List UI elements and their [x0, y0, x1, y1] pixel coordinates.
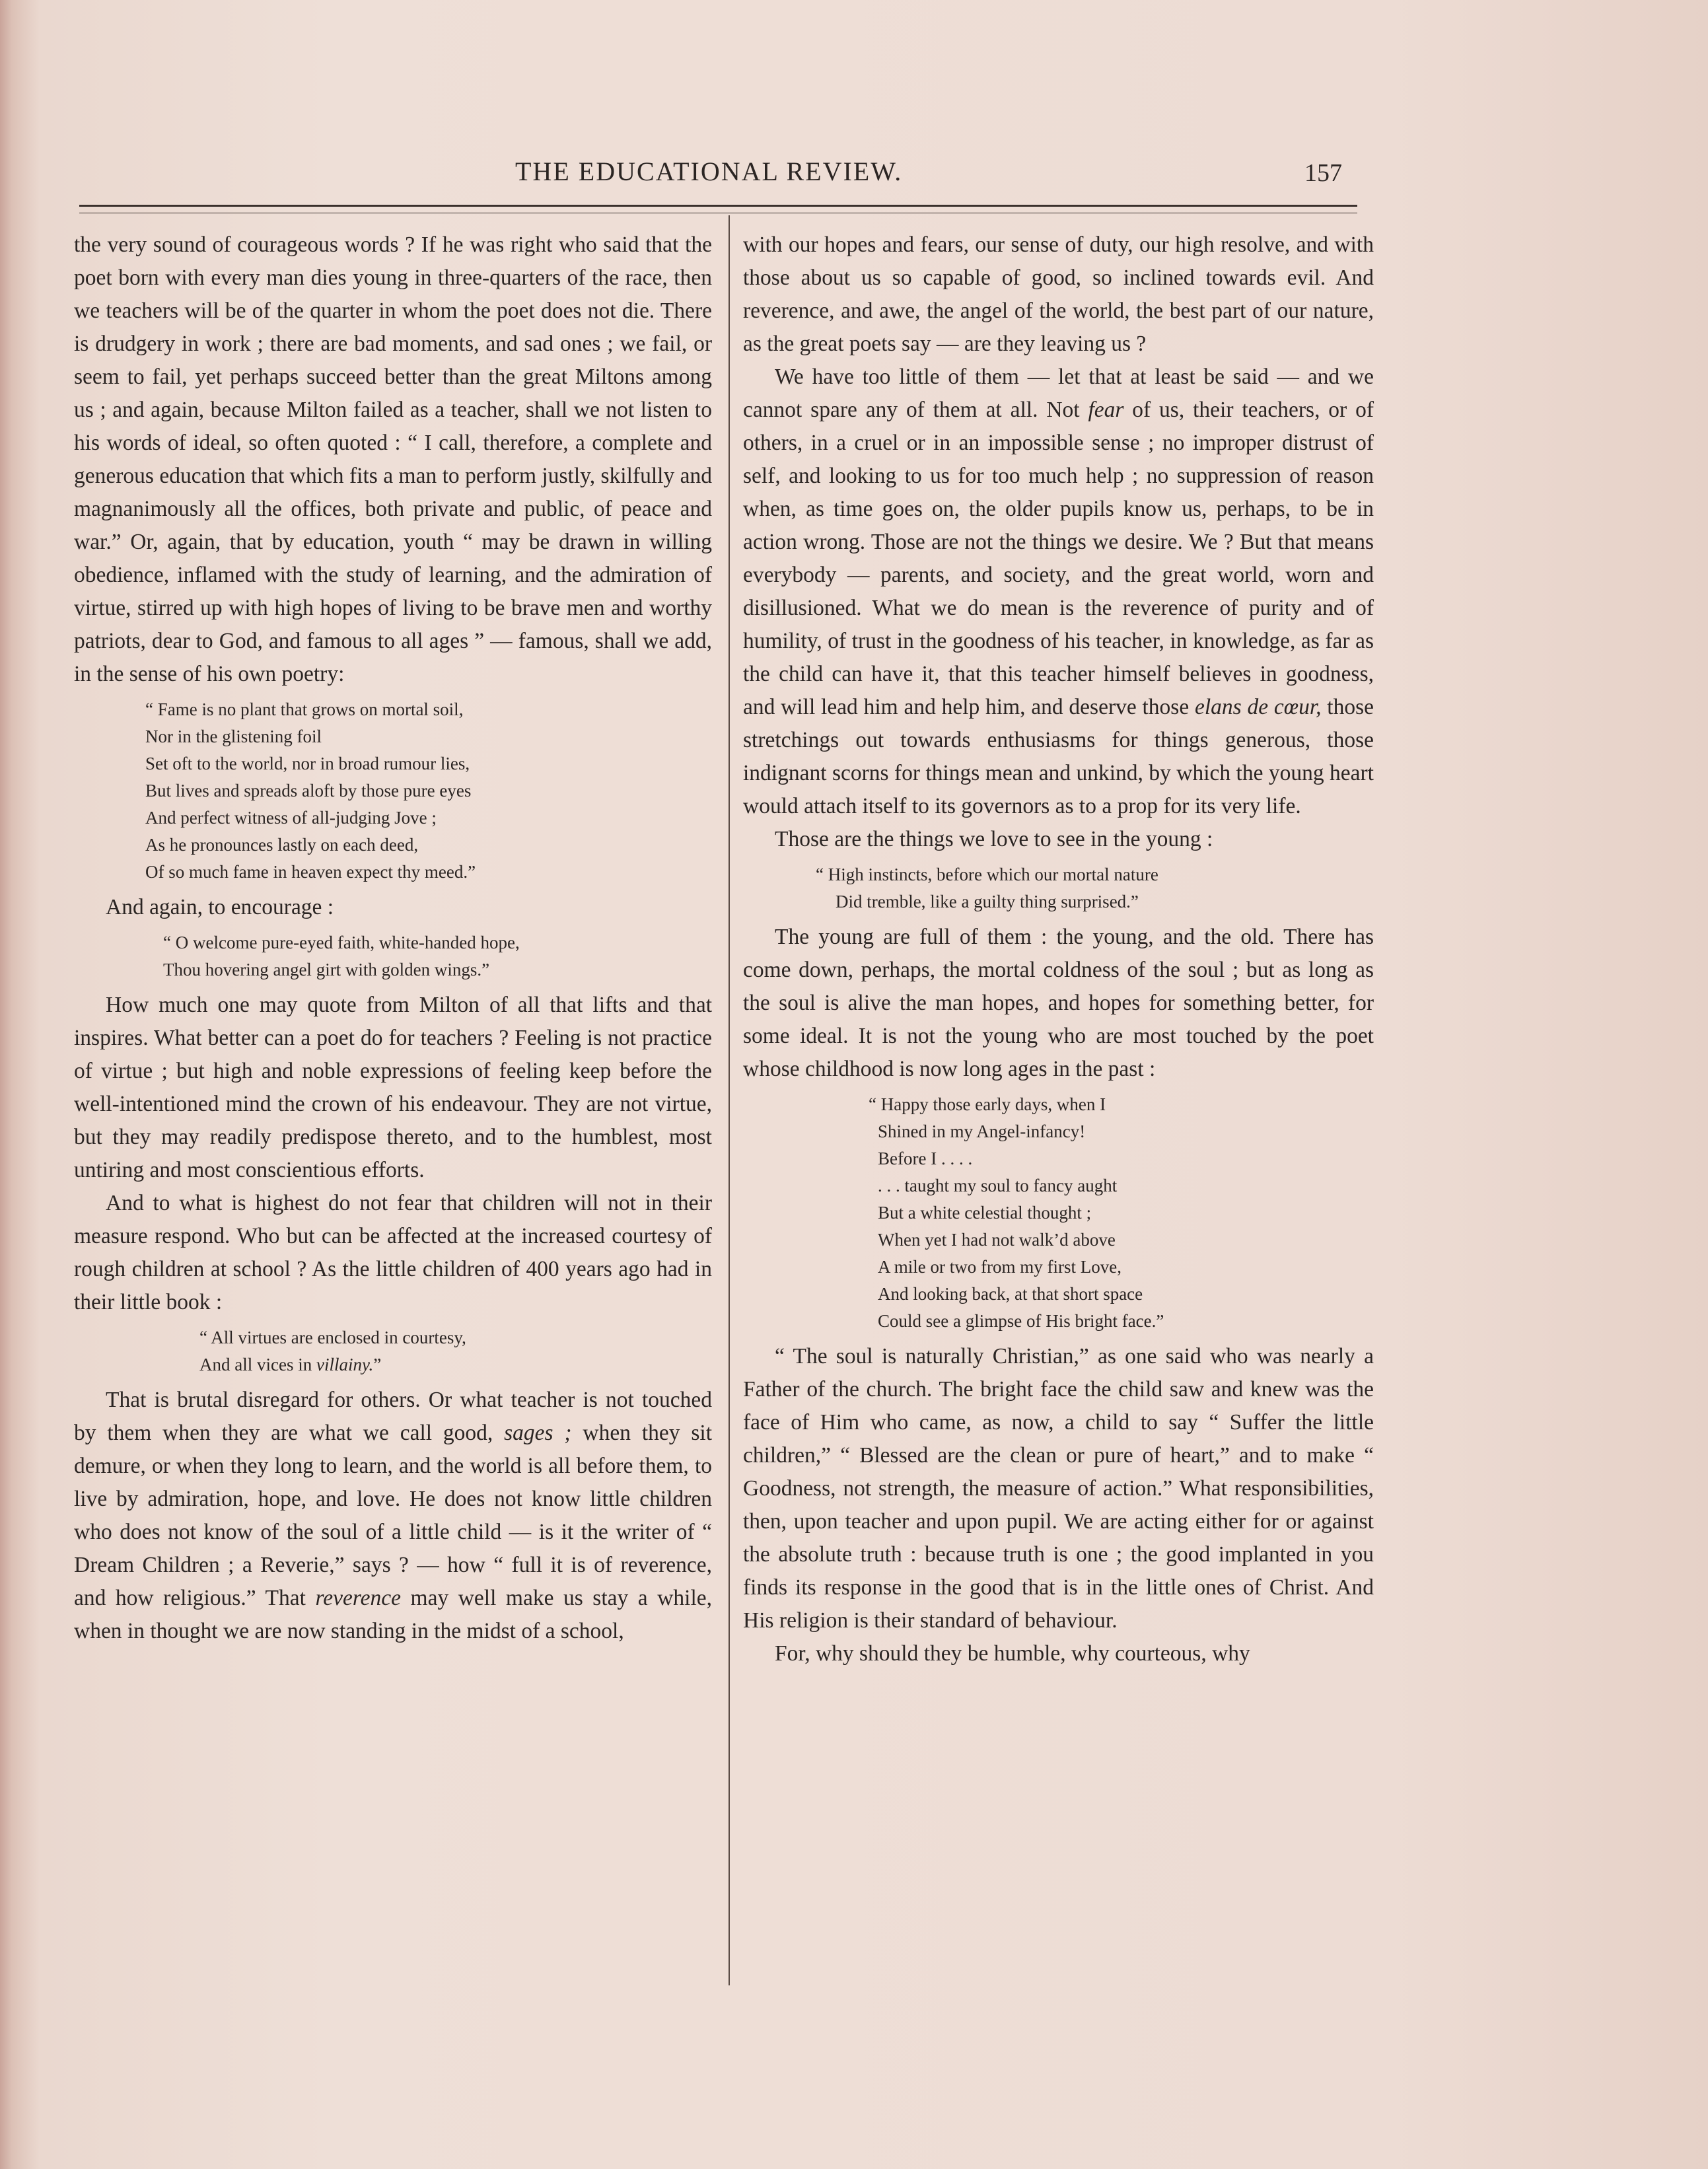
verse-line: Shined in my Angel-infancy! — [878, 1121, 1086, 1141]
text-run: We have too little of them — let that at least be said — and we cannot spare any of them at all. Not — [743, 365, 1374, 422]
verse-quotation — [74, 1324, 712, 1378]
verse-line: Did tremble, like a guilty thing surprised.” — [836, 892, 1139, 911]
paragraph: Those are the things we love to see in the young : — [775, 827, 1213, 851]
verse-line: Before I . . . . — [878, 1149, 973, 1168]
right-column — [743, 229, 1374, 1670]
paragraph: “ The soul is naturally Christian,” as one said who was nearly a Father of the church. The bright face the child saw and knew was the face of Him who came, as now, a child to say “ Suffer the little children,” “ Blessed are the clean or pure of heart,” and to make “ Goodness, not strength, the measure of action.” What responsibilities, then, upon teacher and upon pupil. We are acting either for or against the absolute truth : because truth is one ; the good implanted in you finds its response in the good that is in the little ones of Christ. And His religion is their standard of behaviour. — [743, 1344, 1374, 1633]
verse-line: As he pronounces lastly on each deed, — [145, 835, 419, 855]
running-title: THE EDUCATIONAL REVIEW. — [515, 157, 903, 186]
text-run: may well make us stay a while, when in thought we are now standing in the midst of a school, — [74, 1586, 712, 1643]
verse-text: And all vices in — [199, 1355, 316, 1374]
text-run: of us, their teachers, or of others, in a cruel or in an impossible sense ; no improper distrust of self, and looking to us for too much help ; no suppression of reason when, as time goes on, the older pupils know us, perhaps, to be in action wrong. Those are not the things we desire. We ? But that means everybody — parents, and society, and the great world, worn and disillusioned. What we do mean is the reverence of purity and of humility, of trust in the goodness of his teacher, in knowledge, as far as the child can have it, that this teacher himself believes in goodness, and will lead him and help him, and deserve those — [743, 398, 1374, 719]
paragraph — [74, 1384, 712, 1648]
paragraph: with our hopes and fears, our sense of duty, our high resolve, and with those about us so capable of good, so inclined towards evil. And reverence, and awe, the angel of the world, the best part of our nature, as the great poets say — are they leaving us ? — [743, 232, 1374, 356]
verse-line: “ High instincts, before which our mortal nature — [816, 865, 1158, 884]
verse-line — [199, 1351, 712, 1378]
verse-line: “ All virtues are enclosed in courtesy, — [199, 1328, 466, 1347]
left-column — [74, 229, 712, 1648]
verse-line: . . . taught my soul to fancy aught — [878, 1176, 1118, 1195]
verse-line: Set oft to the world, nor in broad rumour lies, — [145, 754, 470, 773]
text-run: when they sit demure, or when they long to learn, and the world is all before them, to live by admiration, hope, and love. He does not know little children who does not know of the soul of a little child — is it the writer of “ Dream Children ; a Reverie,” says ? — how “ full it is of reverence, and how religious.” That — [74, 1421, 712, 1610]
paragraph: For, why should they be humble, why courteous, why — [775, 1641, 1250, 1666]
column-divider — [729, 215, 730, 1985]
verse-line: “ O welcome pure-eyed faith, white-handed hope, — [163, 933, 520, 952]
italic-word: reverence — [315, 1586, 401, 1610]
text-run: those stretchings out towards enthusiasms for things generous, those indignant scorns for things mean and unkind, by which the young heart would attach itself to its governors as to a prop for its very life. — [743, 695, 1374, 818]
verse-line: Of so much fame in heaven expect thy meed.” — [145, 862, 476, 882]
text-run: That is brutal disregard for others. Or what teacher is not touched by them when they are what we call good, — [74, 1388, 712, 1445]
verse-quotation — [74, 696, 712, 886]
verse-line: And perfect witness of all-judging Jove ; — [145, 808, 437, 828]
verse-quotation — [74, 929, 712, 983]
header-rule — [79, 205, 1357, 207]
verse-line: And looking back, at that short space — [878, 1284, 1143, 1304]
verse-line: But lives and spreads aloft by those pure eyes — [145, 781, 472, 800]
paragraph: And again, to encourage : — [106, 895, 334, 919]
page-number: 157 — [1304, 159, 1342, 187]
page-header — [79, 156, 1354, 196]
italic-word: sages ; — [504, 1421, 572, 1445]
verse-line: Could see a glimpse of His bright face.” — [878, 1311, 1164, 1331]
italic-word: fear — [1088, 398, 1124, 422]
verse-quotation — [743, 1091, 1374, 1335]
paragraph: the very sound of courageous words ? If he was right who said that the poet born with every man dies young in three-quarters of the race, then we teachers will be of the quarter in whom the poet does not die. There is drudgery in work ; there are bad moments, and sad ones ; we fail, or seem to fail, yet perhaps succeed better than the great Miltons among us ; and again, because Milton failed as a teacher, shall we not listen to his words of ideal, so often quoted : “ I call, therefore, a complete and generous education that which fits a man to perform justly, skilfully and magnanimously all the offices, both private and public, of peace and war.” Or, again, that by education, youth “ may be drawn in willing obedience, inflamed with the study of learning, and the admiration of virtue, stirred up with high hopes of living to be brave men and worthy patriots, dear to God, and famous to all ages ” — famous, shall we add, in the sense of his own poetry: — [74, 232, 712, 686]
verse-text: ” — [373, 1355, 382, 1374]
paragraph: The young are full of them : the young, and the old. There has come down, perhaps, the mortal coldness of the soul ; but as long as the soul is alive the man hopes, and hopes for something better, for some ideal. It is not the young who are most touched by the poet whose childhood is now long ages in the past : — [743, 925, 1374, 1081]
italic-phrase: elans de cœur, — [1194, 695, 1322, 719]
italic-word: villainy. — [316, 1355, 374, 1374]
paragraph: How much one may quote from Milton of all that lifts and that inspires. What better can a poet do for teachers ? Feeling is not practice of virtue ; but high and noble expressions of feeling keep before the well-intentioned mind the crown of his endeavour. They are not virtue, but they may readily predispose thereto, and to the humblest, most untiring and most conscientious efforts. — [74, 993, 712, 1182]
verse-quotation — [743, 861, 1374, 915]
verse-line: When yet I had not walk’d above — [878, 1230, 1116, 1250]
verse-line: “ Fame is no plant that grows on mortal soil, — [145, 699, 464, 719]
verse-line: A mile or two from my first Love, — [878, 1257, 1121, 1277]
paragraph: And to what is highest do not fear that children will not in their measure respond. Who but can be affected at the increased courtesy of rough children at school ? As the little children of 400 years ago had in their little book : — [74, 1191, 712, 1314]
paragraph — [743, 361, 1374, 823]
verse-line: “ Happy those early days, when I — [869, 1094, 1106, 1114]
verse-line: Nor in the glistening foil — [145, 727, 322, 746]
verse-line: Thou hovering angel girt with golden wings.” — [163, 960, 490, 979]
verse-line: But a white celestial thought ; — [878, 1203, 1092, 1223]
